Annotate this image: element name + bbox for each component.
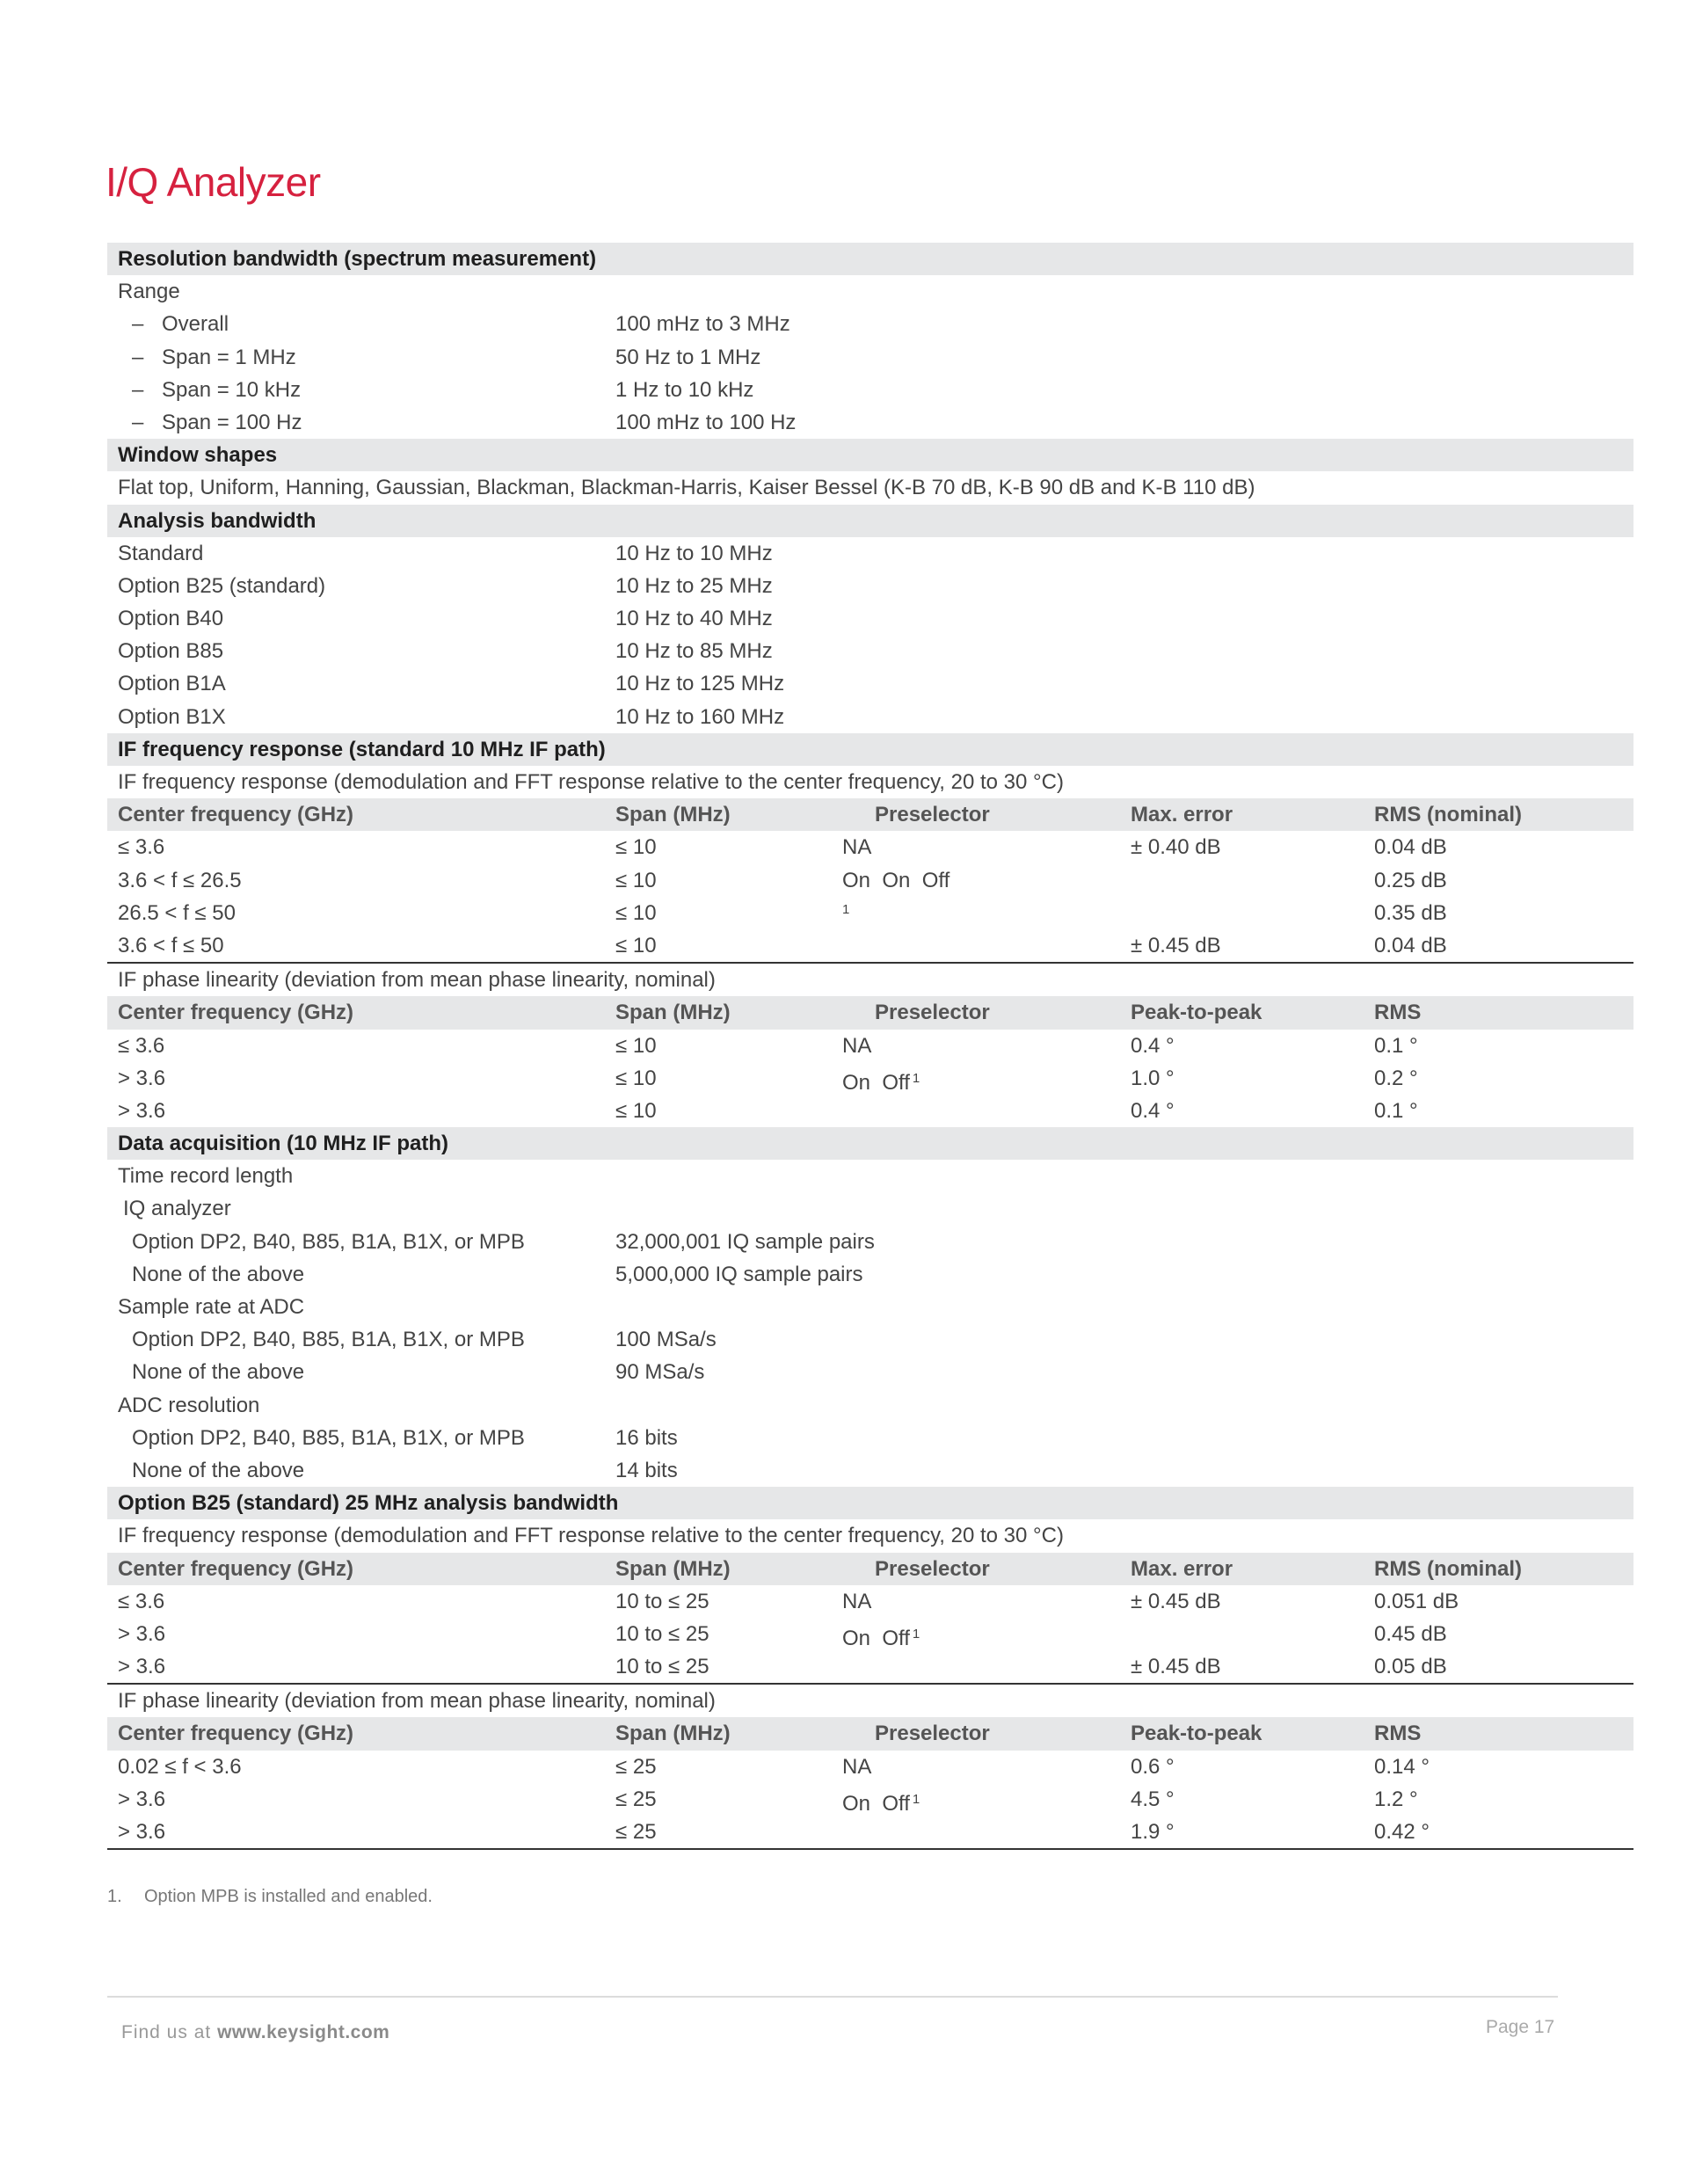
section-header-window-shapes xyxy=(107,439,1633,471)
cell-rms: 0.42 ° xyxy=(1374,1820,1430,1844)
column-header: Center frequency (GHz) xyxy=(118,1722,354,1746)
row-label: Span = 10 kHz xyxy=(162,377,302,402)
section-title: Option B25 (standard) 25 MHz analysis bandwidth xyxy=(118,1491,619,1516)
cell-preselector xyxy=(842,1618,920,1655)
section-header-data-acquisition xyxy=(107,1127,1633,1160)
cell-span: 10 to ≤ 25 xyxy=(615,1621,709,1646)
table-row xyxy=(107,1783,1633,1816)
cell-center-frequency: ≤ 3.6 xyxy=(118,835,165,860)
cell-preselector xyxy=(842,1783,920,1820)
column-header: RMS (nominal) xyxy=(1374,803,1522,827)
table-row xyxy=(107,1062,1633,1095)
row-label: IQ analyzer xyxy=(123,1197,231,1221)
cell-center-frequency: 3.6 < f ≤ 50 xyxy=(118,933,224,957)
cell-max-error: ± 0.45 dB xyxy=(1131,933,1221,957)
table-row xyxy=(107,1226,1633,1258)
row-label: None of the above xyxy=(132,1262,305,1286)
caption-text: IF phase linearity (deviation from mean phase linearity, nominal) xyxy=(118,968,716,993)
cell-span: 10 to ≤ 25 xyxy=(615,1589,709,1613)
dash-bullet: – xyxy=(132,377,144,402)
row-label: Option DP2, B40, B85, B1A, B1X, or MPB xyxy=(132,1328,525,1352)
table-row xyxy=(107,635,1633,667)
cell-peak-to-peak: 0.4 ° xyxy=(1131,1033,1175,1058)
cell-center-frequency: ≤ 3.6 xyxy=(118,1033,165,1058)
row-label: Option DP2, B40, B85, B1A, B1X, or MPB xyxy=(132,1229,525,1254)
cell-peak-to-peak: 0.6 ° xyxy=(1131,1754,1175,1779)
spec-table xyxy=(107,243,1633,1850)
cell-span: ≤ 10 xyxy=(615,1066,657,1090)
cell-preselector: NA xyxy=(842,1754,872,1779)
cell-rms: 0.04 dB xyxy=(1374,933,1447,957)
row-value: 90 MSa/s xyxy=(615,1360,705,1385)
row-value: 10 Hz to 85 MHz xyxy=(615,639,773,664)
table-row xyxy=(107,701,1633,733)
section-header-analysis-bandwidth xyxy=(107,505,1633,537)
row-value: 14 bits xyxy=(615,1458,678,1482)
cell-max-error: ± 0.45 dB xyxy=(1131,1589,1221,1613)
row-value: 10 Hz to 160 MHz xyxy=(615,704,785,729)
cell-rms: 0.1 ° xyxy=(1374,1033,1418,1058)
cell-span: 10 to ≤ 25 xyxy=(615,1655,709,1679)
row-value: 16 bits xyxy=(615,1425,678,1450)
page-title: I/Q Analyzer xyxy=(106,159,321,205)
column-header: Span (MHz) xyxy=(615,803,731,827)
preselector-text: On Off xyxy=(842,1070,910,1095)
column-header: Center frequency (GHz) xyxy=(118,1001,354,1025)
column-header: Preselector xyxy=(875,1556,990,1581)
column-header: Max. error xyxy=(1131,1556,1233,1581)
row-value: 100 mHz to 3 MHz xyxy=(615,312,790,337)
column-header: Max. error xyxy=(1131,803,1233,827)
row-value: 10 Hz to 40 MHz xyxy=(615,607,773,631)
row-value: 100 mHz to 100 Hz xyxy=(615,410,797,434)
cell-span: ≤ 10 xyxy=(615,1098,657,1123)
footer-find-us xyxy=(121,2022,389,2043)
column-header: RMS (nominal) xyxy=(1374,1556,1522,1581)
table-row xyxy=(107,1095,1633,1127)
table-row xyxy=(107,570,1633,602)
column-header: Center frequency (GHz) xyxy=(118,1556,354,1581)
column-header: Preselector xyxy=(875,803,990,827)
cell-rms: 0.14 ° xyxy=(1374,1754,1430,1779)
row-value: 1 Hz to 10 kHz xyxy=(615,377,754,402)
window-shapes-text: Flat top, Uniform, Hanning, Gaussian, Blackman, Blackman-Harris, Kaiser Bessel (K-B 70 dB, K-B 90 dB and K-B 110 dB) xyxy=(118,476,1255,500)
footnote-ref: 1 xyxy=(912,1070,920,1086)
cell-rms: 0.1 ° xyxy=(1374,1098,1418,1123)
column-header: RMS xyxy=(1374,1722,1422,1746)
cell-rms: 0.04 dB xyxy=(1374,835,1447,860)
footnote-text: Option MPB is installed and enabled. xyxy=(144,1887,433,1906)
table-row xyxy=(107,1030,1633,1062)
table-row xyxy=(107,864,1633,897)
table-row xyxy=(107,831,1633,863)
cell-span: ≤ 25 xyxy=(615,1820,657,1844)
row-label: Time record length xyxy=(118,1164,294,1189)
footnote-ref: 1 xyxy=(912,1791,920,1807)
cell-peak-to-peak: 1.9 ° xyxy=(1131,1820,1175,1844)
column-header: Preselector xyxy=(875,1722,990,1746)
footnote xyxy=(107,1887,433,1907)
section-title: Data acquisition (10 MHz IF path) xyxy=(118,1132,449,1156)
table-row xyxy=(107,1356,1633,1388)
caption-text: IF phase linearity (deviation from mean phase linearity, nominal) xyxy=(118,1689,716,1714)
row-label: ADC resolution xyxy=(118,1393,260,1417)
cell-max-error: ± 0.40 dB xyxy=(1131,835,1221,860)
column-header: Span (MHz) xyxy=(615,1556,731,1581)
website-link[interactable]: www.keysight.com xyxy=(217,2022,390,2042)
column-header-row xyxy=(107,996,1633,1029)
cell-rms: 0.25 dB xyxy=(1374,868,1447,892)
row-value: 50 Hz to 1 MHz xyxy=(615,345,761,369)
section-title: Resolution bandwidth (spectrum measurement) xyxy=(118,247,597,271)
cell-span: ≤ 10 xyxy=(615,933,657,957)
list-item xyxy=(107,1160,1633,1192)
cell-max-error: ± 0.45 dB xyxy=(1131,1655,1221,1679)
table-caption xyxy=(107,766,1633,798)
cell-span: ≤ 25 xyxy=(615,1754,657,1779)
cell-preselector: NA xyxy=(842,835,872,860)
cell-peak-to-peak: 1.0 ° xyxy=(1131,1066,1175,1090)
preselector-text: On Off xyxy=(842,1791,910,1816)
row-label: None of the above xyxy=(132,1458,305,1482)
section-header-rbw xyxy=(107,243,1633,275)
table-row xyxy=(107,1585,1633,1618)
table-row xyxy=(107,1422,1633,1454)
table-row xyxy=(107,1650,1633,1685)
row-value: 10 Hz to 125 MHz xyxy=(615,672,785,696)
cell-center-frequency: > 3.6 xyxy=(118,1621,166,1646)
cell-peak-to-peak: 0.4 ° xyxy=(1131,1098,1175,1123)
table-row xyxy=(107,1618,1633,1650)
caption-text: IF frequency response (demodulation and FFT response relative to the center frequency, 20 to 30 °C) xyxy=(118,770,1064,794)
table-row xyxy=(107,374,1633,406)
cell-preselector: On On Off xyxy=(842,868,950,892)
cell-center-frequency: 26.5 < f ≤ 50 xyxy=(118,900,236,925)
row-value: 100 MSa/s xyxy=(615,1328,717,1352)
table-row xyxy=(107,929,1633,964)
dash-bullet: – xyxy=(132,312,144,337)
table-caption xyxy=(107,964,1633,996)
row-label: Standard xyxy=(118,541,204,565)
section-title: Analysis bandwidth xyxy=(118,508,316,533)
cell-preselector: NA xyxy=(842,1589,872,1613)
row-label: Option B1X xyxy=(118,704,226,729)
row-label: Option B40 xyxy=(118,607,224,631)
column-header-row xyxy=(107,798,1633,831)
list-item xyxy=(107,1192,1633,1225)
table-row xyxy=(107,308,1633,340)
column-header-row xyxy=(107,1717,1633,1750)
cell-center-frequency: > 3.6 xyxy=(118,1820,166,1844)
footnote-ref: 1 xyxy=(912,1626,920,1642)
dash-bullet: – xyxy=(132,345,144,369)
table-row xyxy=(107,341,1633,374)
section-header-if-response xyxy=(107,733,1633,766)
cell-preselector: NA xyxy=(842,1033,872,1058)
cell-span: ≤ 25 xyxy=(615,1787,657,1811)
cell-rms: 0.051 dB xyxy=(1374,1589,1459,1613)
cell-center-frequency: > 3.6 xyxy=(118,1787,166,1811)
footnote-number: 1. xyxy=(107,1887,122,1906)
row-value: 32,000,001 IQ sample pairs xyxy=(615,1229,875,1254)
cell-center-frequency: > 3.6 xyxy=(118,1655,166,1679)
list-item xyxy=(107,1291,1633,1323)
row-label: Span = 100 Hz xyxy=(162,410,302,434)
table-row xyxy=(107,537,1633,570)
section-title: IF frequency response (standard 10 MHz IF path) xyxy=(118,737,606,761)
column-header: Center frequency (GHz) xyxy=(118,803,354,827)
cell-center-frequency: > 3.6 xyxy=(118,1066,166,1090)
column-header: Peak-to-peak xyxy=(1131,1001,1262,1025)
table-row xyxy=(107,1454,1633,1487)
row-label: Option B1A xyxy=(118,672,226,696)
cell-peak-to-peak: 4.5 ° xyxy=(1131,1787,1175,1811)
table-caption xyxy=(107,1519,1633,1552)
row-label: Overall xyxy=(162,312,229,337)
cell-center-frequency: > 3.6 xyxy=(118,1098,166,1123)
footnote-ref: 1 xyxy=(842,901,850,917)
column-header-row xyxy=(107,1553,1633,1585)
table-row xyxy=(107,1258,1633,1291)
dash-bullet: – xyxy=(132,410,144,434)
cell-center-frequency: 3.6 < f ≤ 26.5 xyxy=(118,868,242,892)
section-title: Window shapes xyxy=(118,443,278,468)
footer-prefix: Find us at xyxy=(121,2022,212,2042)
table-row xyxy=(107,897,1633,929)
list-item xyxy=(107,471,1633,504)
row-value: 10 Hz to 25 MHz xyxy=(615,573,773,598)
table-row xyxy=(107,1816,1633,1850)
column-header: Preselector xyxy=(875,1001,990,1025)
table-row xyxy=(107,406,1633,439)
cell-center-frequency: 0.02 ≤ f < 3.6 xyxy=(118,1754,242,1779)
cell-rms: 0.05 dB xyxy=(1374,1655,1447,1679)
column-header: Span (MHz) xyxy=(615,1722,731,1746)
caption-text: IF frequency response (demodulation and FFT response relative to the center frequency, 20 to 30 °C) xyxy=(118,1524,1064,1548)
list-item xyxy=(107,1389,1633,1422)
section-header-option-b25 xyxy=(107,1487,1633,1519)
row-label: Span = 1 MHz xyxy=(162,345,296,369)
cell-rms: 0.45 dB xyxy=(1374,1621,1447,1646)
cell-rms: 1.2 ° xyxy=(1374,1787,1418,1811)
cell-span: ≤ 10 xyxy=(615,900,657,925)
cell-span: ≤ 10 xyxy=(615,868,657,892)
cell-rms: 0.35 dB xyxy=(1374,900,1447,925)
row-label: Sample rate at ADC xyxy=(118,1295,305,1319)
page-number: Page 17 xyxy=(1486,2017,1555,2037)
cell-span: ≤ 10 xyxy=(615,835,657,860)
column-header: Span (MHz) xyxy=(615,1001,731,1025)
cell-preselector xyxy=(842,1062,920,1099)
table-row xyxy=(107,1751,1633,1783)
column-header: RMS xyxy=(1374,1001,1422,1025)
table-row xyxy=(107,602,1633,635)
table-caption xyxy=(107,1685,1633,1717)
row-label: Option B25 (standard) xyxy=(118,573,326,598)
column-header: Peak-to-peak xyxy=(1131,1722,1262,1746)
footer-divider xyxy=(107,1996,1558,1998)
row-label: None of the above xyxy=(132,1360,305,1385)
preselector-text: On Off xyxy=(842,1626,910,1650)
cell-rms: 0.2 ° xyxy=(1374,1066,1418,1090)
range-label: Range xyxy=(118,280,180,304)
table-row xyxy=(107,667,1633,700)
row-label: Option DP2, B40, B85, B1A, B1X, or MPB xyxy=(132,1425,525,1450)
cell-center-frequency: ≤ 3.6 xyxy=(118,1589,165,1613)
row-value: 10 Hz to 10 MHz xyxy=(615,541,773,565)
list-item xyxy=(107,275,1633,308)
cell-span: ≤ 10 xyxy=(615,1033,657,1058)
table-row xyxy=(107,1323,1633,1356)
row-value: 5,000,000 IQ sample pairs xyxy=(615,1262,863,1286)
row-label: Option B85 xyxy=(118,639,224,664)
